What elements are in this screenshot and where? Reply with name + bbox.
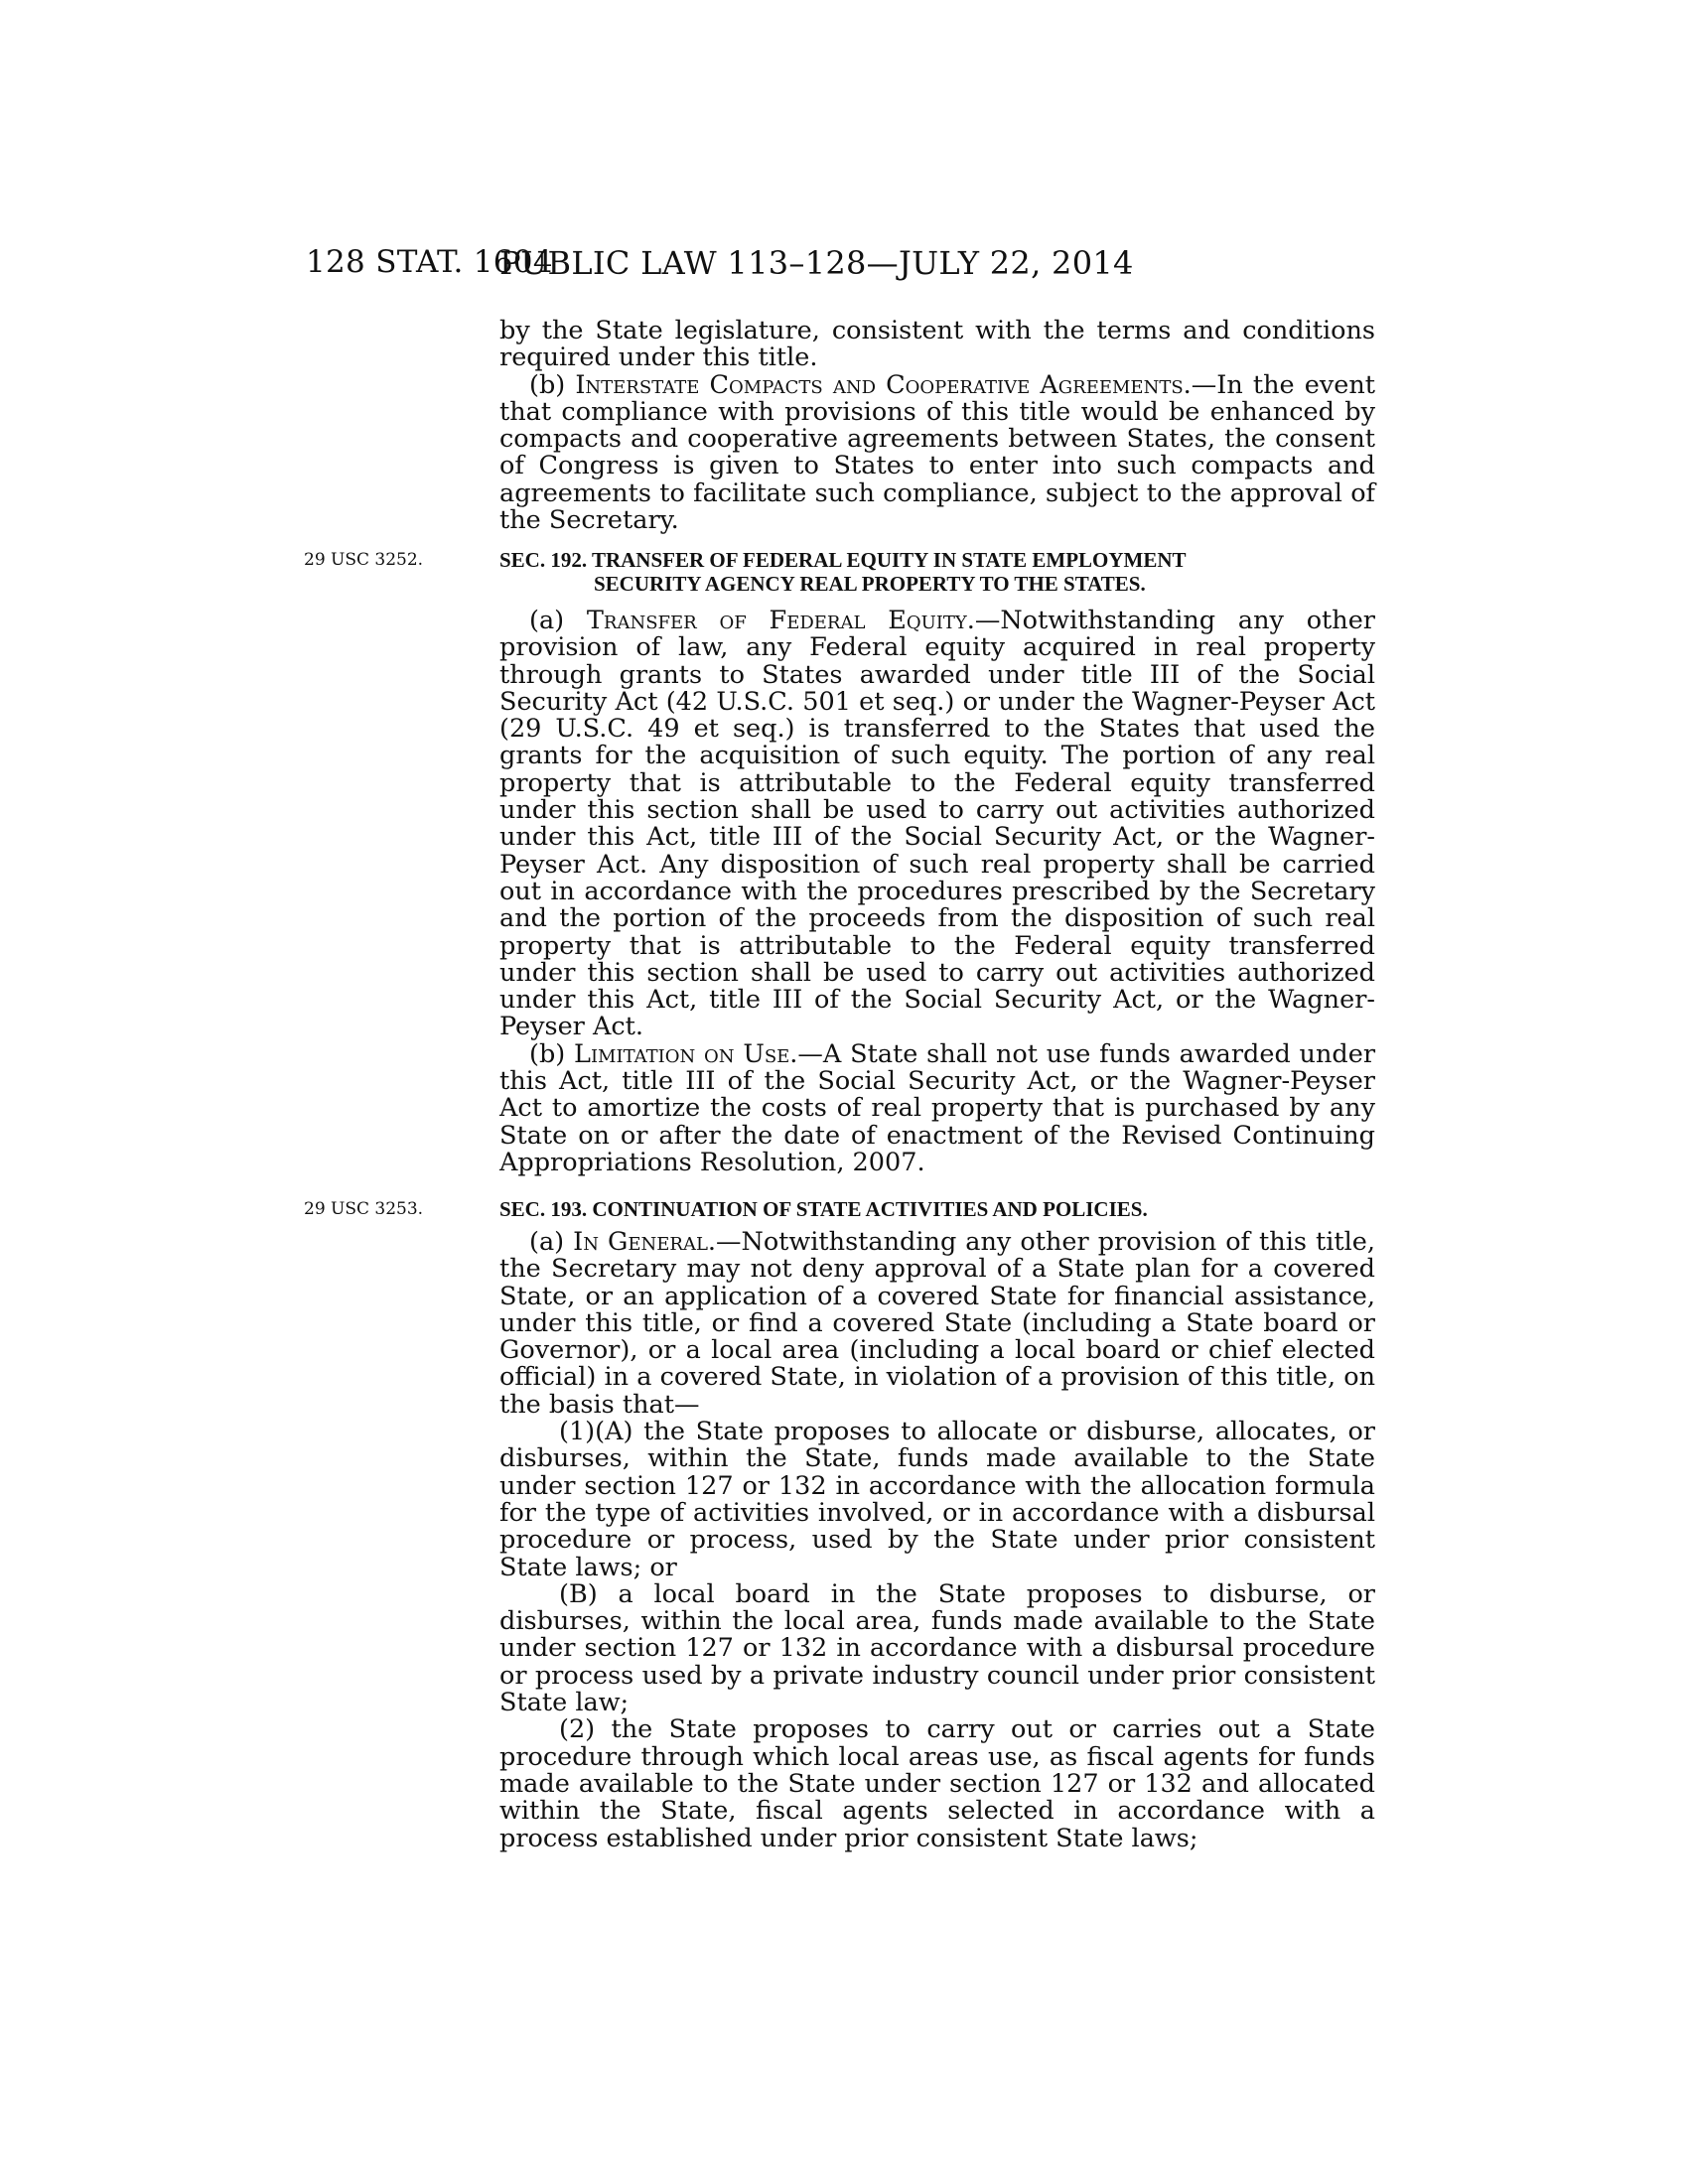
text-block-sec-193: [499, 1229, 1375, 1852]
text-block-sec-192: [499, 608, 1375, 1176]
section-193-heading: SEC. 193. CONTINUATION OF STATE ACTIVITIES AND POLICIES.: [499, 1197, 1148, 1221]
continuation-paragraph: by the State legislature, consistent with the terms and conditions required under this title.: [499, 316, 1375, 373]
paragraph-191-b: [499, 369, 1376, 536]
paragraph-193-a: [499, 1229, 1375, 1419]
section-192-heading: [499, 548, 1375, 596]
text-block-sec-191: [499, 318, 1375, 534]
paragraph-heading: Interstate Compacts and Cooperative Agreements.: [575, 369, 1192, 400]
paragraph-193-a-1-A: (1)(A) the State proposes to allocate or disburse, allocates, or disburses, within the State, funds made available to the State under section 127 or 132 in accordance with the allocation formula for the type of activities involved, or in accordance with a disbursal procedure or process, used by the State under prior consistent State laws; or: [499, 1417, 1375, 1582]
paragraph-heading: Limitation on Use.: [574, 1038, 798, 1069]
margin-note-sec-193: 29 USC 3253.: [304, 1199, 424, 1219]
paragraph-193-a-2: (2) the State proposes to carry out or carries out a State procedure through which local areas use, as fiscal agents for funds made available to the State under section 127 or 132 and allocated within the State, fiscal agents selected in accordance with a process established under prior consistent State laws;: [499, 1714, 1375, 1853]
page-header: [0, 244, 1688, 284]
paragraph-192-b: [499, 1038, 1376, 1177]
margin-note-sec-192: 29 USC 3252.: [304, 550, 424, 570]
paragraph-text: —In the event that compliance with provisions of this title would be enhanced by compacts and cooperative agreements between States, the consent of Congress is given to States to enter into such compacts and agreements to facilitate such compliance, subject to the approval of the Secretary.: [499, 369, 1376, 536]
section-heading-line-2: SECURITY AGENCY REAL PROPERTY TO THE STATES.: [594, 572, 1146, 596]
paragraph-text: —Notwithstanding any other provision of this title, the Secretary may not deny approval of a State plan for a covered State, or an application of a covered State for financial assistance, under this title, or find a covered State (including a State board or Governor), or a local area (including a local board or chief elected official) in a covered State, in violation of a provision of this title, on the basis that—: [499, 1227, 1375, 1420]
enum: (a): [529, 606, 587, 635]
paragraph-192-a: [499, 608, 1375, 1041]
enum: (a): [529, 1227, 574, 1257]
section-heading-line-1: SEC. 192. TRANSFER OF FEDERAL EQUITY IN STATE EMPLOYMENT: [499, 548, 1187, 572]
paragraph-text: —A State shall not use funds awarded under this Act, title III of the Social Security Act, or the Wagner-Peyser Act to amortize the costs of real property that is purchased by any State on or after the date of enactment of the Revised Continuing Appropriations Resolution, 2007.: [499, 1038, 1376, 1177]
paragraph-heading: In General.: [573, 1227, 717, 1257]
enum: (b): [529, 1038, 575, 1069]
running-head-law-title: PUBLIC LAW 113–128—JULY 22, 2014: [499, 244, 1134, 282]
enum: (b): [529, 369, 576, 400]
paragraph-heading: Transfer of Federal Equity.: [586, 606, 975, 635]
paragraph-text: —Notwithstanding any other provision of law, any Federal equity acquired in real property through grants to States awarded under title III of the Social Security Act (42 U.S.C. 501 et seq.) or under the Wagner-Peyser Act (29 U.S.C. 49 et seq.) is transferred to the States that used the grants for the acquisition of such equity. The portion of any real property that is attributable to the Federal equity transferred under this section shall be used to carry out activities authorized under this Act, title III of the Social Security Act, or the Wagner-Peyser Act. Any disposition of such real property shall be carried out in accordance with the procedures prescribed by the Secretary and the portion of the proceeds from the disposition of such real property that is attributable to the Federal equity transferred under this section shall be used to carry out activities authorized under this Act, title III of the Social Security Act, or the Wagner-Peyser Act.: [499, 606, 1375, 1042]
stat-citation: 128 STAT. 1604: [306, 244, 553, 280]
paragraph-193-a-1-B: (B) a local board in the State proposes to disburse, or disburses, within the local area, funds made available to the State under section 127 or 132 in accordance with a disbursal procedure or process used by a private industry council under prior consistent State law;: [499, 1578, 1375, 1718]
